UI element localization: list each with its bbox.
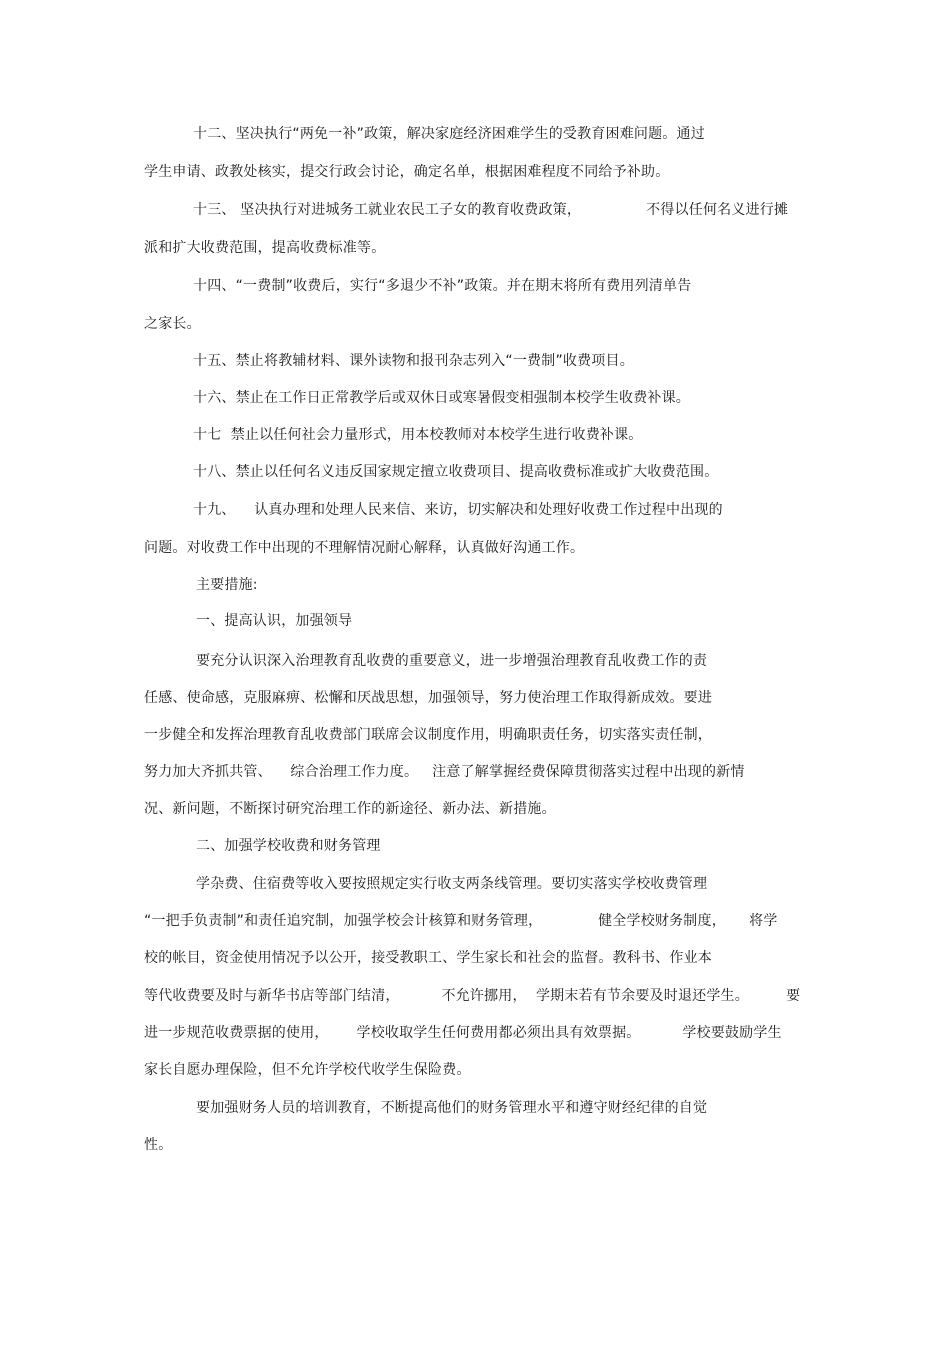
text-line: 校的帐目，资金使用情况予以公开，接受教职工、学生家长和社会的监督。教科书、作业本 (144, 950, 712, 966)
text-line: 况、新问题，不断探讨研究治理工作的新途径、新办法、新措施。 (144, 801, 556, 817)
text-line: 任感、使命感，克服麻痹、松懈和厌战思想，加强领导，努力使治理工作取得新成效。要进 (144, 690, 712, 706)
text-line: 学生申请、政教处核实，提交行政会讨论，确定名单，根据困难程度不同给予补助。 (144, 164, 670, 180)
text-line: “一把手负责制”和责任追究制，加强学校会计核算和财务管理， 健全学校财务制度， 将学 (144, 913, 778, 929)
text-line: 十四、“一费制”收费后，实行“多退少不补”政策。并在期末将所有费用列清单告 (193, 278, 692, 294)
text-line: 学杂费、住宿费等收入要按照规定实行收支两条线管理。要切实落实学校收费管理 (196, 876, 708, 892)
section-heading: 主要措施: (196, 577, 258, 593)
text-line: 十九、 认真办理和处理人民来信、来访，切实解决和处理好收费工作过程中出现的 (193, 502, 723, 518)
text-line: 十二、坚决执行“两免一补”政策，解决家庭经济困难学生的受教育困难问题。通过 (193, 126, 705, 142)
text-line: 十三、 坚决执行对进城务工就业农民工子女的教育收费政策， 不得以任何名义进行摊 (193, 202, 789, 218)
text-line: 十六、禁止在工作日正常教学后或双休日或寒暑假变相强制本校学生收费补课。 (193, 390, 690, 406)
text-line: 十八、禁止以任何名义违反国家规定擅立收费项目、提高收费标准或扩大收费范围。 (193, 464, 719, 480)
text-line: 进一步规范收费票据的使用， 学校收取学生任何费用都必须出具有效票据。 学校要鼓励学生 (144, 1025, 782, 1041)
section-heading: 一、提高认识，加强领导 (196, 613, 353, 629)
text-line: 性。 (144, 1137, 173, 1153)
section-heading: 二、加强学校收费和财务管理 (196, 838, 381, 854)
text-line: 派和扩大收费范围，提高收费标准等。 (144, 240, 386, 256)
text-line: 一步健全和发挥治理教育乱收费部门联席会议制度作用，明确职责任务，切实落实责任制， (144, 727, 712, 743)
text-line: 要加强财务人员的培训教育，不断提高他们的财务管理水平和遵守财经纪律的自觉 (196, 1100, 708, 1116)
text-line: 十七 禁止以任何社会力量形式，用本校教师对本校学生进行收费补课。 (193, 427, 643, 443)
text-line: 等代收费要及时与新华书店等部门结清， 不允许挪用， 学期末若有节余要及时退还学生。 要 (144, 988, 801, 1004)
text-line: 问题。对收费工作中出现的不理解情况耐心解释，认真做好沟通工作。 (144, 540, 585, 556)
text-line: 家长自愿办理保险，但不允许学校代收学生保险费。 (144, 1062, 471, 1078)
text-line: 十五、禁止将教辅材料、课外读物和报刊杂志列入“一费制”收费项目。 (193, 353, 634, 369)
text-line: 之家长。 (144, 316, 201, 332)
text-line: 要充分认识深入治理教育乱收费的重要意义，进一步增强治理教育乱收费工作的责 (196, 653, 708, 669)
text-line: 努力加大齐抓共管、 综合治理工作力度。 注意了解掌握经费保障贯彻落实过程中出现的新情 (144, 764, 745, 780)
